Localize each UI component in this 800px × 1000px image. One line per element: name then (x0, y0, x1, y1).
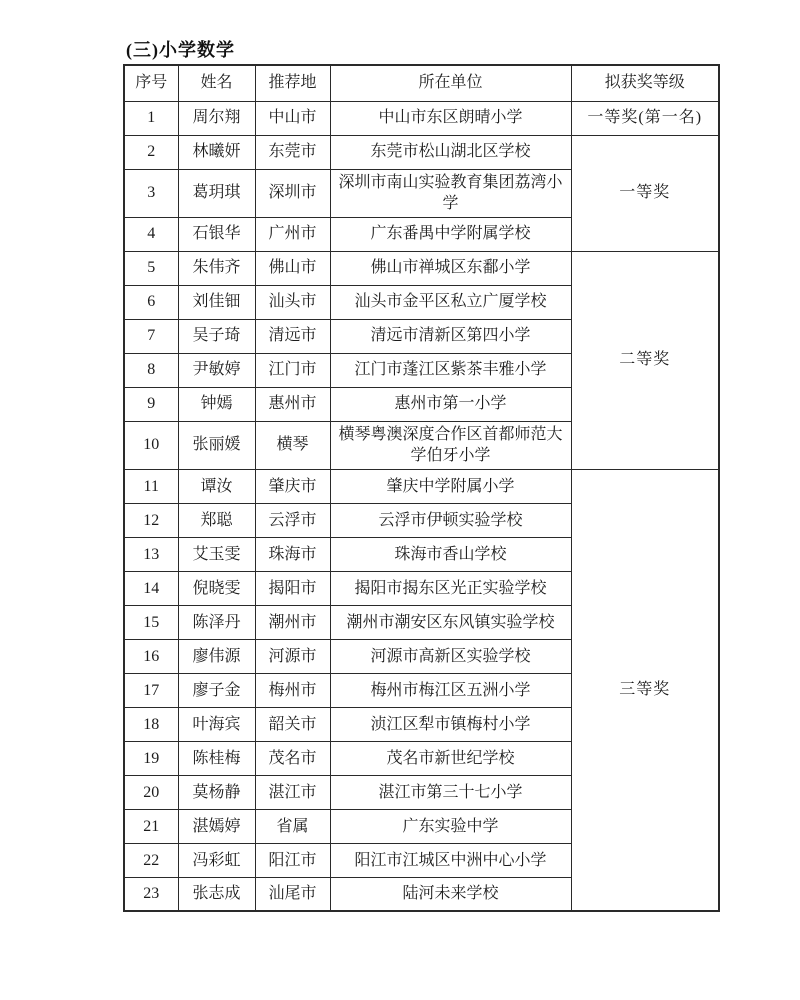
award-cell-first-place: 一等奖(第一名) (571, 101, 719, 135)
cell-place: 惠州市 (255, 387, 330, 421)
cell-place: 中山市 (255, 101, 330, 135)
cell-no: 12 (124, 503, 178, 537)
cell-name: 吴子琦 (178, 319, 255, 353)
cell-name: 艾玉雯 (178, 537, 255, 571)
cell-name: 廖伟源 (178, 639, 255, 673)
cell-unit: 惠州市第一小学 (330, 387, 571, 421)
cell-place: 汕头市 (255, 285, 330, 319)
cell-unit: 湛江市第三十七小学 (330, 775, 571, 809)
cell-unit: 珠海市香山学校 (330, 537, 571, 571)
cell-no: 1 (124, 101, 178, 135)
award-winners-table (123, 64, 720, 912)
award-cell-second-prize: 二等奖 (571, 251, 719, 469)
cell-place: 揭阳市 (255, 571, 330, 605)
cell-no: 23 (124, 877, 178, 911)
header-award: 拟获奖等级 (571, 65, 719, 101)
cell-place: 珠海市 (255, 537, 330, 571)
cell-no: 8 (124, 353, 178, 387)
cell-name: 莫杨静 (178, 775, 255, 809)
cell-place: 省属 (255, 809, 330, 843)
cell-place: 清远市 (255, 319, 330, 353)
cell-unit: 中山市东区朗晴小学 (330, 101, 571, 135)
cell-name: 刘佳钿 (178, 285, 255, 319)
table-row (124, 101, 719, 135)
cell-unit: 汕头市金平区私立广厦学校 (330, 285, 571, 319)
cell-place: 河源市 (255, 639, 330, 673)
cell-place: 云浮市 (255, 503, 330, 537)
cell-no: 3 (124, 169, 178, 217)
cell-name: 廖子金 (178, 673, 255, 707)
cell-unit: 揭阳市揭东区光正实验学校 (330, 571, 571, 605)
cell-place: 阳江市 (255, 843, 330, 877)
cell-unit: 陆河未来学校 (330, 877, 571, 911)
cell-no: 19 (124, 741, 178, 775)
cell-no: 5 (124, 251, 178, 285)
cell-unit: 浈江区犁市镇梅村小学 (330, 707, 571, 741)
cell-name: 朱伟齐 (178, 251, 255, 285)
cell-no: 21 (124, 809, 178, 843)
cell-no: 14 (124, 571, 178, 605)
cell-no: 11 (124, 469, 178, 503)
cell-no: 17 (124, 673, 178, 707)
cell-name: 石银华 (178, 217, 255, 251)
cell-no: 16 (124, 639, 178, 673)
cell-unit: 横琴粤澳深度合作区首都师范大学伯牙小学 (330, 421, 571, 469)
cell-no: 20 (124, 775, 178, 809)
cell-no: 2 (124, 135, 178, 169)
cell-no: 4 (124, 217, 178, 251)
cell-place: 广州市 (255, 217, 330, 251)
cell-name: 葛玥琪 (178, 169, 255, 217)
section-title: (三)小学数学 (126, 40, 235, 60)
cell-place: 东莞市 (255, 135, 330, 169)
cell-no: 18 (124, 707, 178, 741)
cell-unit: 广东实验中学 (330, 809, 571, 843)
cell-no: 15 (124, 605, 178, 639)
cell-unit: 广东番禺中学附属学校 (330, 217, 571, 251)
header-no: 序号 (124, 65, 178, 101)
cell-place: 深圳市 (255, 169, 330, 217)
cell-name: 谭汝 (178, 469, 255, 503)
cell-name: 湛嫣婷 (178, 809, 255, 843)
cell-no: 13 (124, 537, 178, 571)
cell-no: 6 (124, 285, 178, 319)
cell-unit: 肇庆中学附属小学 (330, 469, 571, 503)
cell-name: 钟嫣 (178, 387, 255, 421)
cell-no: 10 (124, 421, 178, 469)
cell-unit: 云浮市伊顿实验学校 (330, 503, 571, 537)
cell-place: 横琴 (255, 421, 330, 469)
cell-unit: 东莞市松山湖北区学校 (330, 135, 571, 169)
cell-unit: 梅州市梅江区五洲小学 (330, 673, 571, 707)
table-row (124, 251, 719, 285)
cell-name: 张丽媛 (178, 421, 255, 469)
cell-unit: 河源市高新区实验学校 (330, 639, 571, 673)
table-row (124, 469, 719, 503)
award-cell-first-prize: 一等奖 (571, 135, 719, 251)
cell-place: 茂名市 (255, 741, 330, 775)
header-unit: 所在单位 (330, 65, 571, 101)
header-name: 姓名 (178, 65, 255, 101)
cell-no: 22 (124, 843, 178, 877)
cell-place: 汕尾市 (255, 877, 330, 911)
table-row (124, 135, 719, 169)
cell-unit: 清远市清新区第四小学 (330, 319, 571, 353)
cell-name: 叶海宾 (178, 707, 255, 741)
award-cell-third-prize: 三等奖 (571, 469, 719, 911)
cell-no: 9 (124, 387, 178, 421)
cell-name: 陈桂梅 (178, 741, 255, 775)
cell-place: 韶关市 (255, 707, 330, 741)
cell-place: 梅州市 (255, 673, 330, 707)
cell-name: 林曦妍 (178, 135, 255, 169)
cell-place: 潮州市 (255, 605, 330, 639)
cell-unit: 佛山市禅城区东鄱小学 (330, 251, 571, 285)
cell-name: 张志成 (178, 877, 255, 911)
cell-name: 周尔翔 (178, 101, 255, 135)
cell-place: 江门市 (255, 353, 330, 387)
cell-place: 肇庆市 (255, 469, 330, 503)
cell-place: 湛江市 (255, 775, 330, 809)
cell-unit: 茂名市新世纪学校 (330, 741, 571, 775)
cell-name: 郑聪 (178, 503, 255, 537)
cell-name: 陈泽丹 (178, 605, 255, 639)
cell-place: 佛山市 (255, 251, 330, 285)
header-row (124, 65, 719, 101)
cell-no: 7 (124, 319, 178, 353)
cell-unit: 深圳市南山实验教育集团荔湾小学 (330, 169, 571, 217)
cell-name: 倪晓雯 (178, 571, 255, 605)
header-place: 推荐地 (255, 65, 330, 101)
cell-unit: 江门市蓬江区紫茶丰雅小学 (330, 353, 571, 387)
cell-unit: 阳江市江城区中洲中心小学 (330, 843, 571, 877)
cell-name: 尹敏婷 (178, 353, 255, 387)
cell-name: 冯彩虹 (178, 843, 255, 877)
cell-unit: 潮州市潮安区东风镇实验学校 (330, 605, 571, 639)
